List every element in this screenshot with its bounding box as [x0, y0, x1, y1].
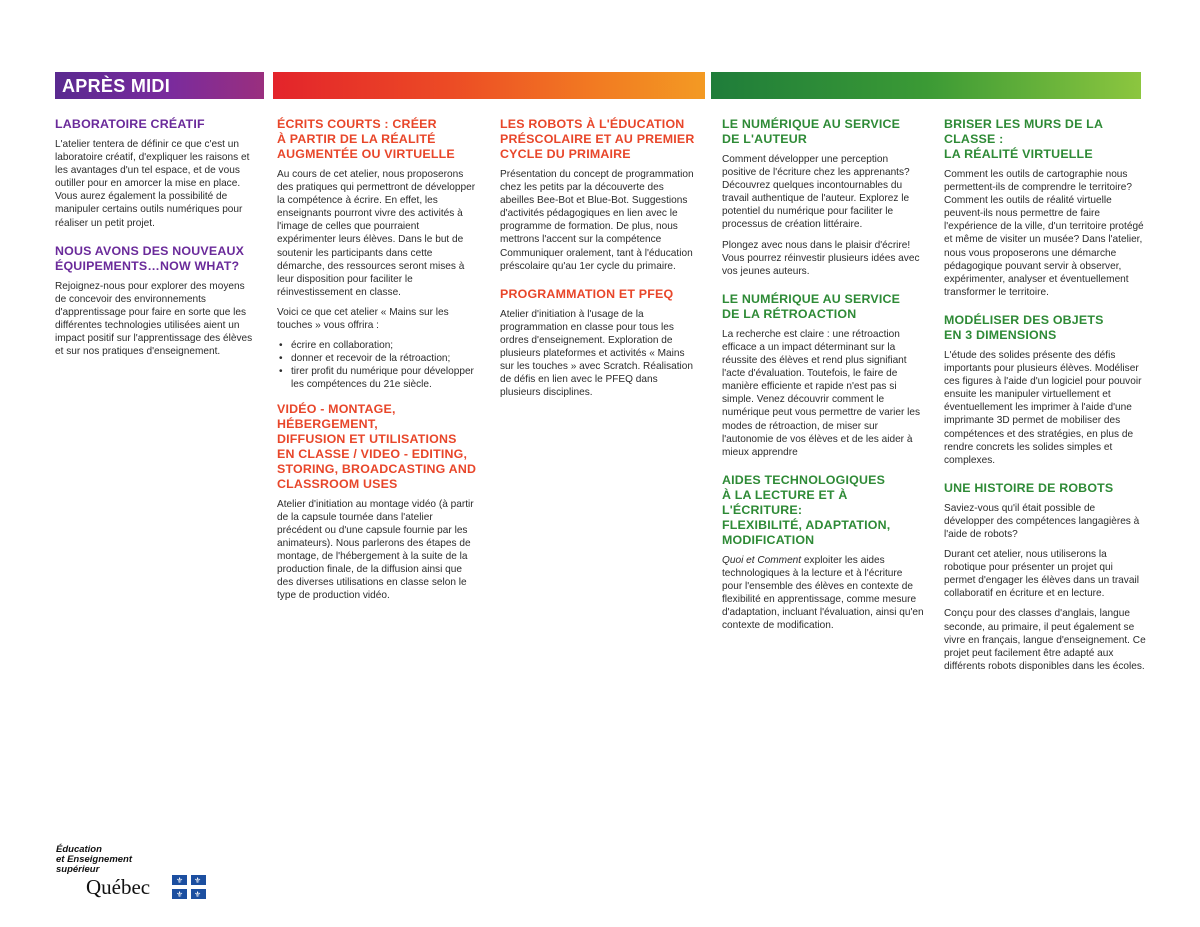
- bullet-list: [277, 339, 477, 391]
- header-bar-orange: [273, 72, 705, 99]
- svg-text:⚜: ⚜: [176, 890, 184, 899]
- workshop-description: Saviez-vous qu'il était possible de développer des compétences langagières à l'aide de robots?: [944, 502, 1140, 540]
- workshop-description: Comment développer une perception positive de l'écriture chez les apprenants? Découvrez quelques incontournables du travail authentique de l'auteur. Explorez le potentiel du numérique pour faciliter le processus de création littéraire.: [722, 154, 910, 231]
- section-title: APRÈS MIDI: [62, 76, 171, 96]
- workshop-description: [722, 554, 924, 633]
- workshop-title: LABORATOIRE CRÉATIF: [55, 117, 205, 131]
- workshop-description: Atelier d'initiation à l'usage de la programmation en classe pour tous les ordres d'enseignement. Exploration de plusieurs plateformes et activités « Mains sur les touches » avec Scratch. Réalisation de défis en lien avec le PFEQ dans plusieurs disciplines.: [500, 308, 693, 399]
- workshop-description: Présentation du concept de programmation chez les petits par la découverte des abeilles Bee-Bot et Blue-Bot. Suggestions d'activités pédagogiques en lien avec le programme de formation. De plus, nous mettrons l'accent sur la compétence Communiquer oralement, tant à l'éducation préscolaire qu'au 1er cycle du primaire.: [500, 169, 694, 272]
- column-1: [55, 117, 255, 365]
- workshop-description: Rejoignez-nous pour explorer des moyens de concevoir des environnements d'apprentissage pour faire en sorte que les différentes technologies utilisées aient un impact positif sur l'apprentissage des élèves et sur nos pratiques d'enseignement.: [55, 280, 253, 358]
- workshop-title: ÉCRITS COURTS : CRÉER À PARTIR DE LA RÉALITÉ AUGMENTÉE OU VIRTUELLE: [277, 117, 455, 161]
- workshop-description: L'atelier tentera de définir ce que c'est un laboratoire créatif, d'expliquer les raisons et les avantages d'un tel espace, et de vous outiller pour en amorcer la mise en place. Vous aurez également la possibilité de manipuler certains outils numériques pour réaliser un petit projet.: [55, 139, 250, 229]
- svg-text:⚜: ⚜: [194, 890, 202, 899]
- workshop-description: Conçu pour des classes d'anglais, langue seconde, au primaire, il peut également se vivre en français, langue d'enseignement. Ce projet peut facilement être adapté aux différents robots disponibles dans les écoles.: [944, 608, 1146, 672]
- svg-text:⚜: ⚜: [176, 876, 184, 885]
- description-text: exploiter les aides technologiques à la lecture et à l'écriture pour l'ensemble des élèves en contexte de flexibilité en apprentissage, comme mesure d'adaptation, incluant l'évaluation, ainsi qu'en contexte de modification.: [722, 554, 924, 632]
- quebec-flag-icon: [172, 875, 206, 899]
- emphasis-text: Quoi et Comment: [722, 554, 802, 566]
- workshop-description: Au cours de cet atelier, nous proposerons des pratiques qui permettront de développer la compétence à écrire. En effet, les enseignants pourront vivre des activités à l'image de celles que pourraient expérimenter leurs élèves. Dans le but de soutenir les participants dans cette démarche, des ressources seront mises à leur disposition pour faciliter le réinvestissement en classe.: [277, 169, 476, 298]
- list-item: • écrire en collaboration;: [291, 339, 477, 352]
- workshop-title: PROGRAMMATION ET PFEQ: [500, 286, 674, 301]
- column-4: [722, 117, 924, 639]
- ministry-name: [56, 845, 216, 875]
- workshop-title: MODÉLISER DES OBJETS EN 3 DIMENSIONS: [944, 312, 1104, 342]
- list-item: • tirer profit du numérique pour développer les compétences du 21e siècle.: [291, 365, 477, 391]
- column-5: [944, 117, 1146, 680]
- workshop-title: NOUS AVONS DES NOUVEAUX ÉQUIPEMENTS…NOW WHAT?: [55, 243, 245, 273]
- quebec-ministry-logo: [56, 845, 216, 900]
- workshop-title: LES ROBOTS À L'ÉDUCATION PRÉSCOLAIRE ET AU PREMIER CYCLE DU PRIMAIRE: [500, 117, 695, 161]
- workshop-description: L'étude des solides présente des défis importants pour plusieurs élèves. Modéliser ces figures à l'aide d'un logiciel pour pouvoir ensuite les manipuler virtuellement et éventuellement les imprimer à l'aide d'une imprimante 3D permet de mobiliser des compétences et des stratégies, en plus de rendre concrets les solides simples et complexes.: [944, 349, 1142, 466]
- list-item: • donner et recevoir de la rétroaction;: [291, 352, 477, 365]
- header-bar-green: [711, 72, 1141, 99]
- ministry-name-line: Éducation: [56, 844, 102, 855]
- workshop-description: Voici ce que cet atelier « Mains sur les touches » vous offrira :: [277, 306, 449, 332]
- workshop-description: Durant cet atelier, nous utiliserons la robotique pour présenter un projet qui permet d'engager les élèves dans un travail collaboratif en écriture et en lecture.: [944, 549, 1139, 600]
- workshop-title: UNE HISTOIRE DE ROBOTS: [944, 480, 1114, 495]
- ministry-name-line: supérieur: [56, 864, 100, 875]
- workshop-title: LE NUMÉRIQUE AU SERVICE DE L'AUTEUR: [722, 117, 901, 146]
- svg-text:⚜: ⚜: [194, 876, 202, 885]
- workshop-description: Atelier d'initiation au montage vidéo (à partir de la capsule tournée dans l'atelier précédent ou d'une capsule fournie par les animateurs). Nous parlerons des étapes de montage, de l'hébergement à la suite de la production finale, de la diffusion ainsi que des diverses utilisations en classe selon le type de production vidéo.: [277, 498, 474, 602]
- workshop-title: LE NUMÉRIQUE AU SERVICE DE LA RÉTROACTION: [722, 291, 901, 321]
- workshop-title: AIDES TECHNOLOGIQUES À LA LECTURE ET À L'ÉCRITURE: FLEXIBILITÉ, ADAPTATION, MODIFICATION: [722, 472, 891, 547]
- workshop-description: La recherche est claire : une rétroaction efficace a un impact déterminant sur la réussite des élèves et rend plus signifiant l'acte d'évaluation. Toutefois, le faire de manière efficiente et rapide n'est pas si simple. Venez découvrir comment le numérique peut vous permettre de varier les modes de rétroaction, de miser sur l'autonomie de vos élèves et de les aider à mieux apprendre: [722, 328, 921, 458]
- workshop-title: BRISER LES MURS DE LA CLASSE : LA RÉALITÉ VIRTUELLE: [944, 117, 1103, 161]
- workshop-title: VIDÉO - MONTAGE, HÉBERGEMENT, DIFFUSION ET UTILISATIONS EN CLASSE / VIDEO - EDITING, STORING, BROADCASTING AND CLASSROOM USES: [277, 401, 477, 491]
- column-2: [277, 117, 477, 609]
- quebec-wordmark: Québec: [86, 875, 151, 899]
- column-3: [500, 117, 700, 406]
- workshop-description: Comment les outils de cartographie nous permettent-ils de comprendre le territoire? Comment les outils de réalité virtuelle peuvent-ils nous permettre de faire l'expérience de la ville, d'un territoire protégé et même de visiter un musée? Dans l'atelier, nous vous proposerons une démarche pédagogique pouvant servir à observer, expérimenter, analyser et éventuellement transformer le territoire.: [944, 169, 1144, 298]
- workshop-description: Plongez avec nous dans le plaisir d'écrire! Vous pourrez réinvestir plusieurs idées avec vos jeunes auteurs.: [722, 239, 920, 277]
- ministry-name-line: et Enseignement: [56, 854, 133, 865]
